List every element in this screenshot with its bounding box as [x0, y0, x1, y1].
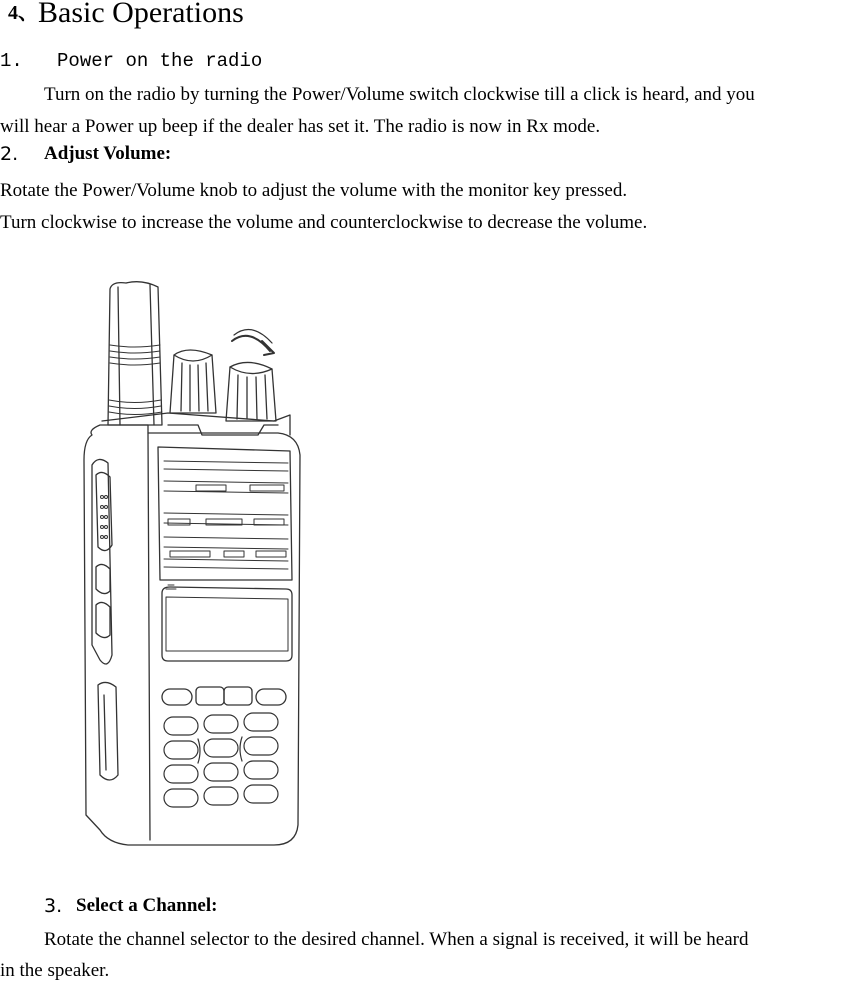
- step2-number: 2.: [0, 143, 19, 165]
- step2-title: Adjust Volume:: [44, 143, 172, 164]
- step1-heading: [0, 50, 262, 72]
- step3-text-line2: in the speaker.: [0, 960, 110, 981]
- step2-text-line2: Turn clockwise to increase the volume and counterclockwise to decrease the volume.: [0, 212, 648, 233]
- step1-title: Power on the radio: [57, 50, 263, 72]
- step3-text-line1: Rotate the channel selector to the desired channel. When a signal is received, it will be heard: [44, 929, 749, 950]
- section-title: Basic Operations: [38, 0, 244, 29]
- step1-number: 1.: [0, 50, 23, 72]
- step3-heading: [44, 895, 218, 917]
- section-number: 4、: [8, 2, 38, 24]
- step2-text-line1: Rotate the Power/Volume knob to adjust the volume with the monitor key pressed.: [0, 180, 628, 201]
- step3-number: 3.: [44, 895, 63, 917]
- two-way-radio-illustration: [78, 275, 313, 850]
- step1-text-line2: will hear a Power up beep if the dealer has set it. The radio is now in Rx mode.: [0, 116, 601, 137]
- section-heading: [8, 0, 244, 30]
- step1-text-line1: Turn on the radio by turning the Power/Volume switch clockwise till a click is heard, and you: [44, 84, 755, 105]
- step2-heading: [0, 143, 172, 165]
- step3-title: Select a Channel:: [76, 895, 218, 916]
